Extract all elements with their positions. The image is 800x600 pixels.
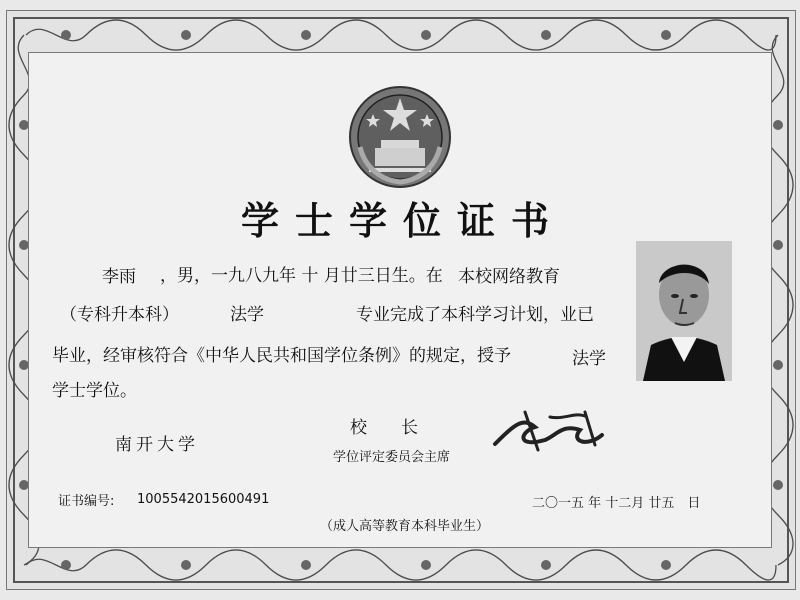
certificate-number: 1005542015600491	[137, 492, 270, 507]
president-label: 校 长	[350, 418, 418, 438]
issue-date: 二〇一五 年 十二月 廿五 日	[532, 496, 701, 511]
completion-text: 专业完成了本科学习计划，业已	[356, 305, 594, 325]
graduation-review-text: 毕业，经审核符合《中华人民共和国学位条例》的规定，授予	[52, 346, 511, 366]
president-signature	[490, 402, 610, 462]
program-type: （专科升本科）	[60, 305, 179, 325]
certificate-number-label: 证书编号:	[58, 494, 115, 509]
university-name: 南开大学	[115, 435, 199, 455]
gender-birth-text: ，男，一九八九年 十 月廿三日生。在	[160, 266, 443, 286]
footer-note: （成人高等教育本科毕业生）	[320, 519, 490, 534]
graduate-photo	[636, 241, 732, 381]
graduate-name: 李雨	[102, 267, 136, 287]
school-program: 本校网络教育	[458, 267, 560, 287]
degree-awarded-text: 学士学位。	[52, 381, 137, 401]
certificate-title: 学士学位证书	[240, 198, 565, 243]
degree-field: 法学	[572, 349, 606, 369]
major-field: 法学	[230, 305, 264, 325]
national-emblem-icon	[345, 82, 455, 192]
committee-chair-label: 学位评定委员会主席	[333, 450, 451, 465]
